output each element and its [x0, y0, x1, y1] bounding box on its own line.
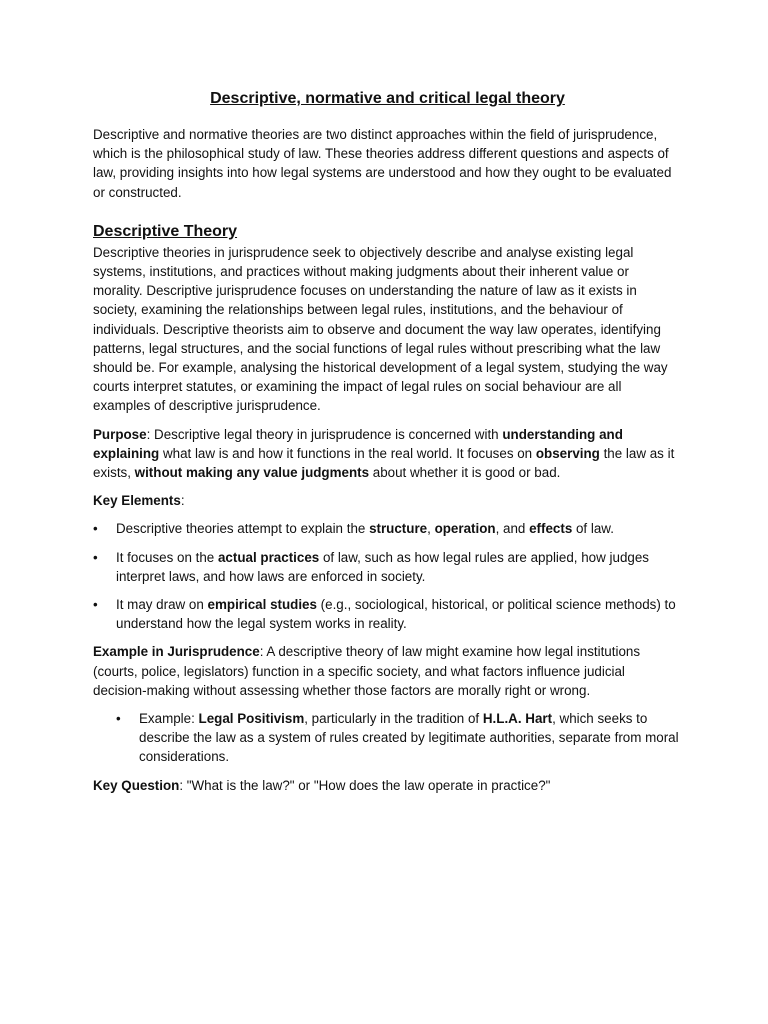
bullet-icon: • — [116, 711, 121, 727]
purpose-label: Purpose — [93, 426, 147, 442]
bullet-icon: • — [93, 549, 98, 565]
list-item: • It may draw on empirical studies (e.g., sociological, historical, or political science methods) to understand how the legal system works in reality. — [93, 597, 676, 632]
key-elements-heading: Key Elements: — [93, 493, 185, 509]
key-elements-list — [93, 519, 682, 633]
example-label: Example in Jurisprudence — [93, 644, 260, 660]
list-item: • It focuses on the actual practices of law, such as how legal rules are applied, how judges interpret laws, and how laws are enforced in society. — [93, 549, 649, 584]
bullet-icon: • — [93, 597, 98, 613]
section-heading: Descriptive Theory — [93, 222, 238, 240]
intro-paragraph: Descriptive and normative theories are two distinct approaches within the field of jurisprudence, which is the philosophical study of law. These theories address different questions and aspects of law, providing insights into how legal systems are understood and how they ought to be evaluated or constructed. — [93, 127, 672, 200]
key-question-paragraph: Key Question: "What is the law?" or "How does the law operate in practice?" — [93, 777, 551, 793]
example-paragraph: Example in Jurisprudence: A descriptive theory of law might examine how legal institutions (courts, police, legislators) function in a specific society, and what factors influence judicial decision-making without assessing whether those factors are morally right or wrong. — [93, 644, 641, 698]
list-item: • Descriptive theories attempt to explain the structure, operation, and effects of law. — [93, 519, 682, 538]
descriptive-paragraph: Descriptive theories in jurisprudence seek to objectively describe and analyse existing legal systems, institutions, and practices without making judgments about their inherent value or morality. Descriptive jurisprudence focuses on understanding the nature of law as it exists in society, examining the relationships between legal rules, institutions, and the behaviour of individuals. Descriptive theorists aim to observe and document the way law operates, identifying patterns, legal structures, and the social functions of legal rules without prescribing what the law should be. For example, analysing the historical development of a legal system, studying the way courts interpret statutes, or examining the impact of legal rules on social behaviour are all examples of descriptive jurisprudence. — [93, 244, 668, 414]
key-question-label: Key Question — [93, 777, 180, 793]
document-title: Descriptive, normative and critical legal theory — [210, 90, 565, 107]
purpose-bold-2: observing — [535, 445, 600, 461]
purpose-bold-3: without making any value judgments — [134, 465, 370, 481]
purpose-paragraph: Purpose: Descriptive legal theory in jurisprudence is concerned with understanding and explaining what law is and how it functions in the real world. It focuses on observing the law as it exists, without making any value judgments about whether it is good or bad. — [93, 426, 675, 481]
example-list — [93, 709, 682, 767]
purpose-bold-1: understanding and explaining — [93, 426, 623, 461]
list-item: • Example: Legal Positivism, particularly in the tradition of H.L.A. Hart, which seeks to describe the law as a system of rules created by legitimate authorities, separate from moral considerations. — [116, 711, 679, 765]
bullet-icon: • — [93, 521, 98, 537]
